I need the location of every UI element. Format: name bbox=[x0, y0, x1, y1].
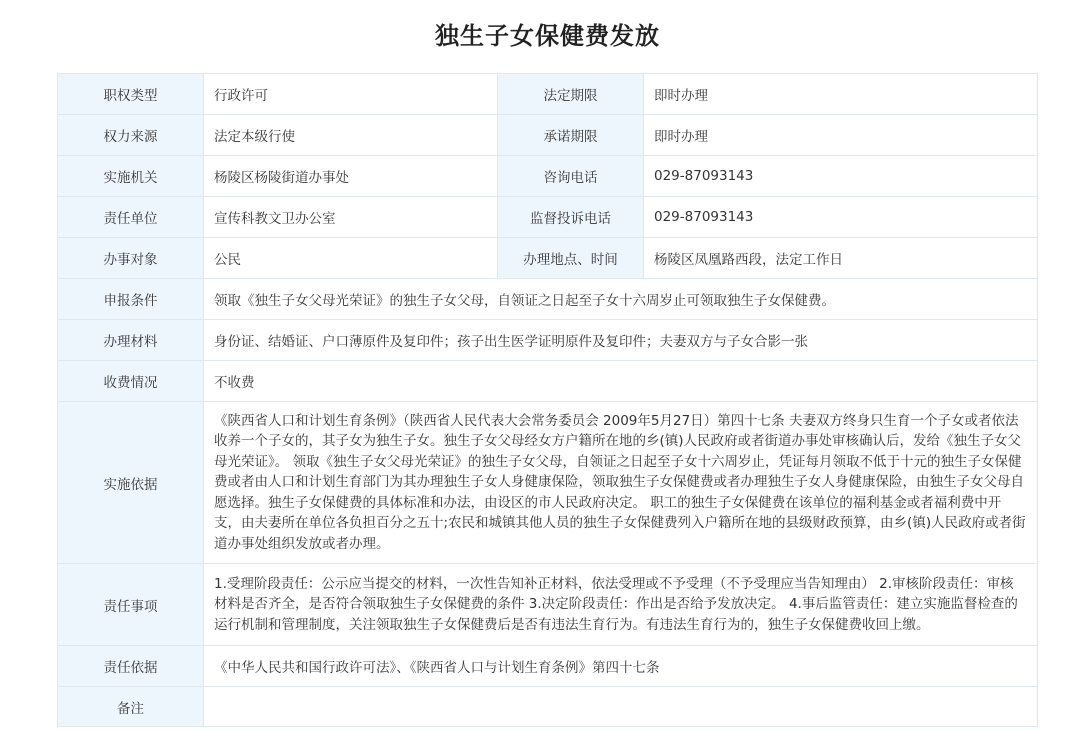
value-implementing-agency: 杨陵区杨陵街道办事处 bbox=[204, 156, 498, 197]
value-responsibilities: 1.受理阶段责任：公示应当提交的材料，一次性告知补正材料，依法受理或不予受理（不予受理应当告知理由） 2.审核阶段责任：审核材料是否齐全，是否符合领取独生子女保健费的条件 3.决定阶段责任：作出是否给予发放决定。 4.事后监管责任：建立实施监督检查的运行机制和管理制度，关注领取独生子女保健费后是否有违法生育行为。有违法生育行为的，独生子女保健费收回上缴。 bbox=[204, 564, 1038, 646]
value-service-target: 公民 bbox=[204, 238, 498, 279]
value-promised-period: 即时办理 bbox=[644, 115, 1038, 156]
label-consult-phone: 咨询电话 bbox=[498, 156, 644, 197]
table-row bbox=[58, 156, 1038, 197]
table-row bbox=[58, 238, 1038, 279]
table-row bbox=[58, 402, 1038, 564]
value-complaint-phone: 029-87093143 bbox=[644, 197, 1038, 238]
table-row bbox=[58, 564, 1038, 646]
label-promised-period: 承诺期限 bbox=[498, 115, 644, 156]
label-application-conditions: 申报条件 bbox=[58, 279, 204, 320]
table-row bbox=[58, 74, 1038, 115]
label-implementing-agency: 实施机关 bbox=[58, 156, 204, 197]
table-row bbox=[58, 646, 1038, 687]
label-complaint-phone: 监督投诉电话 bbox=[498, 197, 644, 238]
label-legal-basis: 实施依据 bbox=[58, 402, 204, 564]
value-remarks bbox=[204, 687, 1038, 727]
value-required-materials: 身份证、结婚证、户口薄原件及复印件；孩子出生医学证明原件及复印件；夫妻双方与子女合影一张 bbox=[204, 320, 1038, 361]
label-responsibility-basis: 责任依据 bbox=[58, 646, 204, 687]
label-required-materials: 办理材料 bbox=[58, 320, 204, 361]
table-row bbox=[58, 197, 1038, 238]
value-legal-period: 即时办理 bbox=[644, 74, 1038, 115]
label-responsibilities: 责任事项 bbox=[58, 564, 204, 646]
value-legal-basis: 《陕西省人口和计划生育条例》（陕西省人民代表大会常务委员会 2009年5月27日）第四十七条 夫妻双方终身只生育一个子女或者依法收养一个子女的，其子女为独生子女。独生子女父母经女方户籍所在地的乡(镇)人民政府或者街道办事处审核确认后，发给《独生子女父母光荣证》。 领取《独生子女父母光荣证》的独生子女父母，自领证之日起至子女十六周岁止，凭证每月领取不低于十元的独生子女保健费或者由人口和计划生育部门为其办理独生子女人身健康保险，领取独生子女保健费或者办理独生子女人身健康保险，由独生子女父母自愿选择。独生子女保健费的具体标准和办法，由设区的市人民政府决定。 职工的独生子女保健费在该单位的福利基金或者福利费中开支，由夫妻所在单位各负担百分之五十;农民和城镇其他人员的独生子女保健费列入户籍所在地的县级财政预算，由乡(镇)人民政府或者街道办事处组织发放或者办理。 bbox=[204, 402, 1038, 564]
value-responsible-unit: 宣传科教文卫办公室 bbox=[204, 197, 498, 238]
table-row bbox=[58, 361, 1038, 402]
table-row bbox=[58, 115, 1038, 156]
table-row bbox=[58, 320, 1038, 361]
label-fees: 收费情况 bbox=[58, 361, 204, 402]
value-application-conditions: 领取《独生子女父母光荣证》的独生子女父母，自领证之日起至子女十六周岁止可领取独生子女保健费。 bbox=[204, 279, 1038, 320]
label-location-time: 办理地点、时间 bbox=[498, 238, 644, 279]
label-legal-period: 法定期限 bbox=[498, 74, 644, 115]
label-remarks: 备注 bbox=[58, 687, 204, 727]
page-title: 独生子女保健费发放 bbox=[435, 22, 660, 50]
value-location-time: 杨陵区凤凰路西段，法定工作日 bbox=[644, 238, 1038, 279]
value-authority-type: 行政许可 bbox=[204, 74, 498, 115]
value-consult-phone: 029-87093143 bbox=[644, 156, 1038, 197]
label-authority-type: 职权类型 bbox=[58, 74, 204, 115]
label-service-target: 办事对象 bbox=[58, 238, 204, 279]
value-responsibility-basis: 《中华人民共和国行政许可法》、《陕西省人口与计划生育条例》第四十七条 bbox=[204, 646, 1038, 687]
table-row bbox=[58, 687, 1038, 727]
label-responsible-unit: 责任单位 bbox=[58, 197, 204, 238]
label-power-source: 权力来源 bbox=[58, 115, 204, 156]
table-row bbox=[58, 279, 1038, 320]
value-power-source: 法定本级行使 bbox=[204, 115, 498, 156]
value-fees: 不收费 bbox=[204, 361, 1038, 402]
info-table bbox=[57, 73, 1038, 727]
